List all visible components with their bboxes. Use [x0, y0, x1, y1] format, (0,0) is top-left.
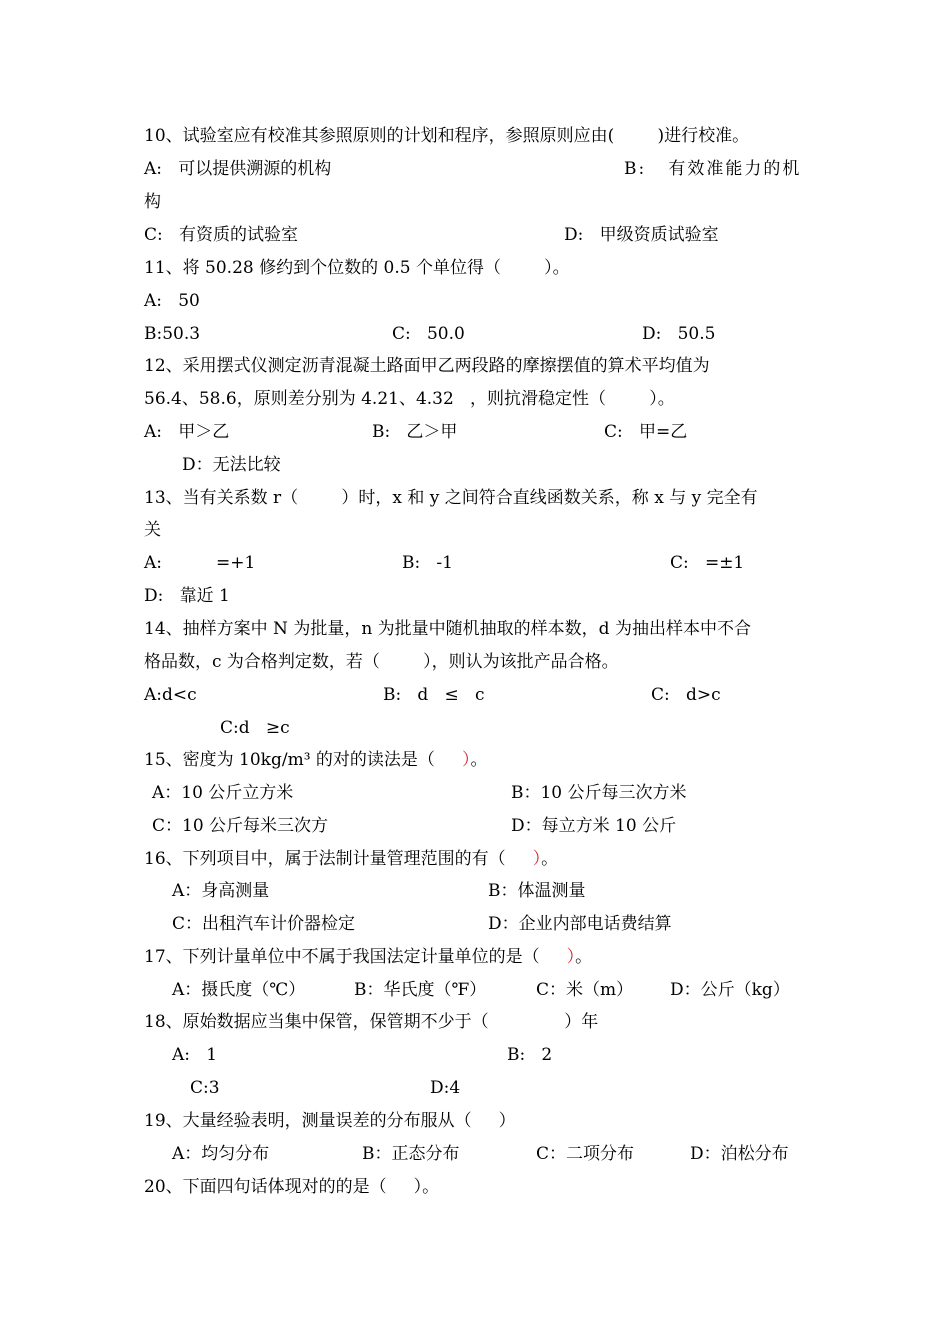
q15-option-b: B：10 公斤每三次方米	[511, 783, 687, 803]
q15-answer-bracket: ）	[461, 750, 471, 770]
q16-option-c: C：出租汽车计价器检定	[172, 914, 356, 934]
q18-option-c: C:3	[190, 1078, 220, 1098]
q15-stem-text: 15、密度为 10kg/m³ 的对的读法是（	[144, 750, 462, 770]
q15-stem	[144, 749, 487, 771]
q11-option-b: B:50.3	[144, 324, 201, 344]
q11-option-c: C: 50.0	[392, 324, 465, 344]
q16-stem-end: 。	[541, 849, 559, 869]
q17-stem-text: 17、下列计量单位中不属于我国法定计量单位的是（	[144, 947, 567, 967]
q13-option-b: B: -1	[402, 553, 453, 573]
q12-option-b: B: 乙＞甲	[372, 422, 458, 442]
q19-option-c: C：二项分布	[536, 1144, 635, 1164]
q17-answer-bracket: ）	[566, 947, 576, 967]
q10-option-b-wrap: 构	[144, 192, 161, 212]
q15-option-d: D：每立方米 10 公斤	[511, 816, 677, 836]
q14-stem-line2: 格品数，c 为合格判定数，若（ ），则认为该批产品合格。	[144, 652, 619, 672]
q18-option-a: A: 1	[172, 1045, 218, 1065]
q12-option-d: D：无法比较	[182, 455, 281, 475]
q11-option-d: D: 50.5	[642, 324, 716, 344]
q17-stem	[144, 946, 592, 968]
q16-answer-bracket: ）	[532, 849, 542, 869]
q16-option-a: A：身高测量	[172, 881, 270, 901]
q17-option-b: B：华氏度（℉）	[354, 980, 487, 1000]
q20-stem: 20、下面四句话体现对的的是（ ）。	[144, 1177, 440, 1197]
q16-option-d: D：企业内部电话费结算	[488, 914, 672, 934]
q14-option-a: A:d<c	[144, 685, 197, 705]
q18-option-d: D:4	[430, 1078, 461, 1098]
q10-option-d: D: 甲级资质试验室	[564, 225, 719, 245]
q18-stem: 18、原始数据应当集中保管，保管期不少于（ ）年	[144, 1012, 599, 1032]
q14-stem-line1: 14、抽样方案中 N 为批量，n 为批量中随机抽取的样本数，d 为抽出样本中不合	[144, 619, 751, 639]
q19-option-b: B：正态分布	[362, 1144, 460, 1164]
q13-option-a: A: =+1	[144, 553, 256, 573]
q17-option-d: D：公斤（kg）	[670, 980, 790, 1000]
q10-option-b: B: 有效准能力的机	[624, 159, 802, 179]
q10-stem: 10、试验室应有校准其参照原则的计划和程序，参照原则应由( )进行校准。	[144, 126, 750, 146]
q17-stem-end: 。	[575, 947, 593, 967]
q14-option-d: C:d ≥c	[220, 718, 290, 738]
q19-option-d: D：泊松分布	[690, 1144, 789, 1164]
q13-option-c: C: =±1	[670, 553, 745, 573]
q11-stem: 11、将 50.28 修约到个位数的 0.5 个单位得（ ）。	[144, 258, 570, 278]
q13-option-d: D: 靠近 1	[144, 586, 230, 606]
q11-option-a: A: 50	[144, 291, 200, 311]
q12-option-c: C: 甲=乙	[604, 422, 688, 442]
q19-stem: 19、大量经验表明，测量误差的分布服从（ ）	[144, 1111, 516, 1131]
q15-stem-end: 。	[470, 750, 488, 770]
q10-option-c: C: 有资质的试验室	[144, 225, 298, 245]
q14-option-c: C: d>c	[651, 685, 721, 705]
q17-option-a: A：摄氏度（℃）	[172, 980, 306, 1000]
q12-stem-line2: 56.4、58.6，原则差分别为 4.21、4.32 ，则抗滑稳定性（ ）。	[144, 389, 675, 409]
q18-option-b: B: 2	[507, 1045, 553, 1065]
q15-option-c: C：10 公斤每米三次方	[152, 816, 329, 836]
q14-option-b: B: d ≤ c	[383, 685, 485, 705]
q13-stem-line2: 关	[144, 520, 161, 540]
q19-option-a: A：均匀分布	[172, 1144, 270, 1164]
q12-stem-line1: 12、采用摆式仪测定沥青混凝土路面甲乙两段路的摩擦摆值的算术平均值为	[144, 356, 710, 376]
q13-stem-line1: 13、当有关系数 r（ ）时，x 和 y 之间符合直线函数关系，称 x 与 y 完全有	[144, 488, 758, 508]
q15-option-a: A：10 公斤立方米	[152, 783, 294, 803]
q17-option-c: C：米（m）	[536, 980, 634, 1000]
q16-stem-text: 16、下列项目中，属于法制计量管理范围的有（	[144, 849, 533, 869]
q10-option-a: A: 可以提供溯源的机构	[144, 159, 332, 179]
q12-option-a: A: 甲＞乙	[144, 422, 230, 442]
q16-stem	[144, 848, 558, 870]
q16-option-b: B：体温测量	[488, 881, 586, 901]
